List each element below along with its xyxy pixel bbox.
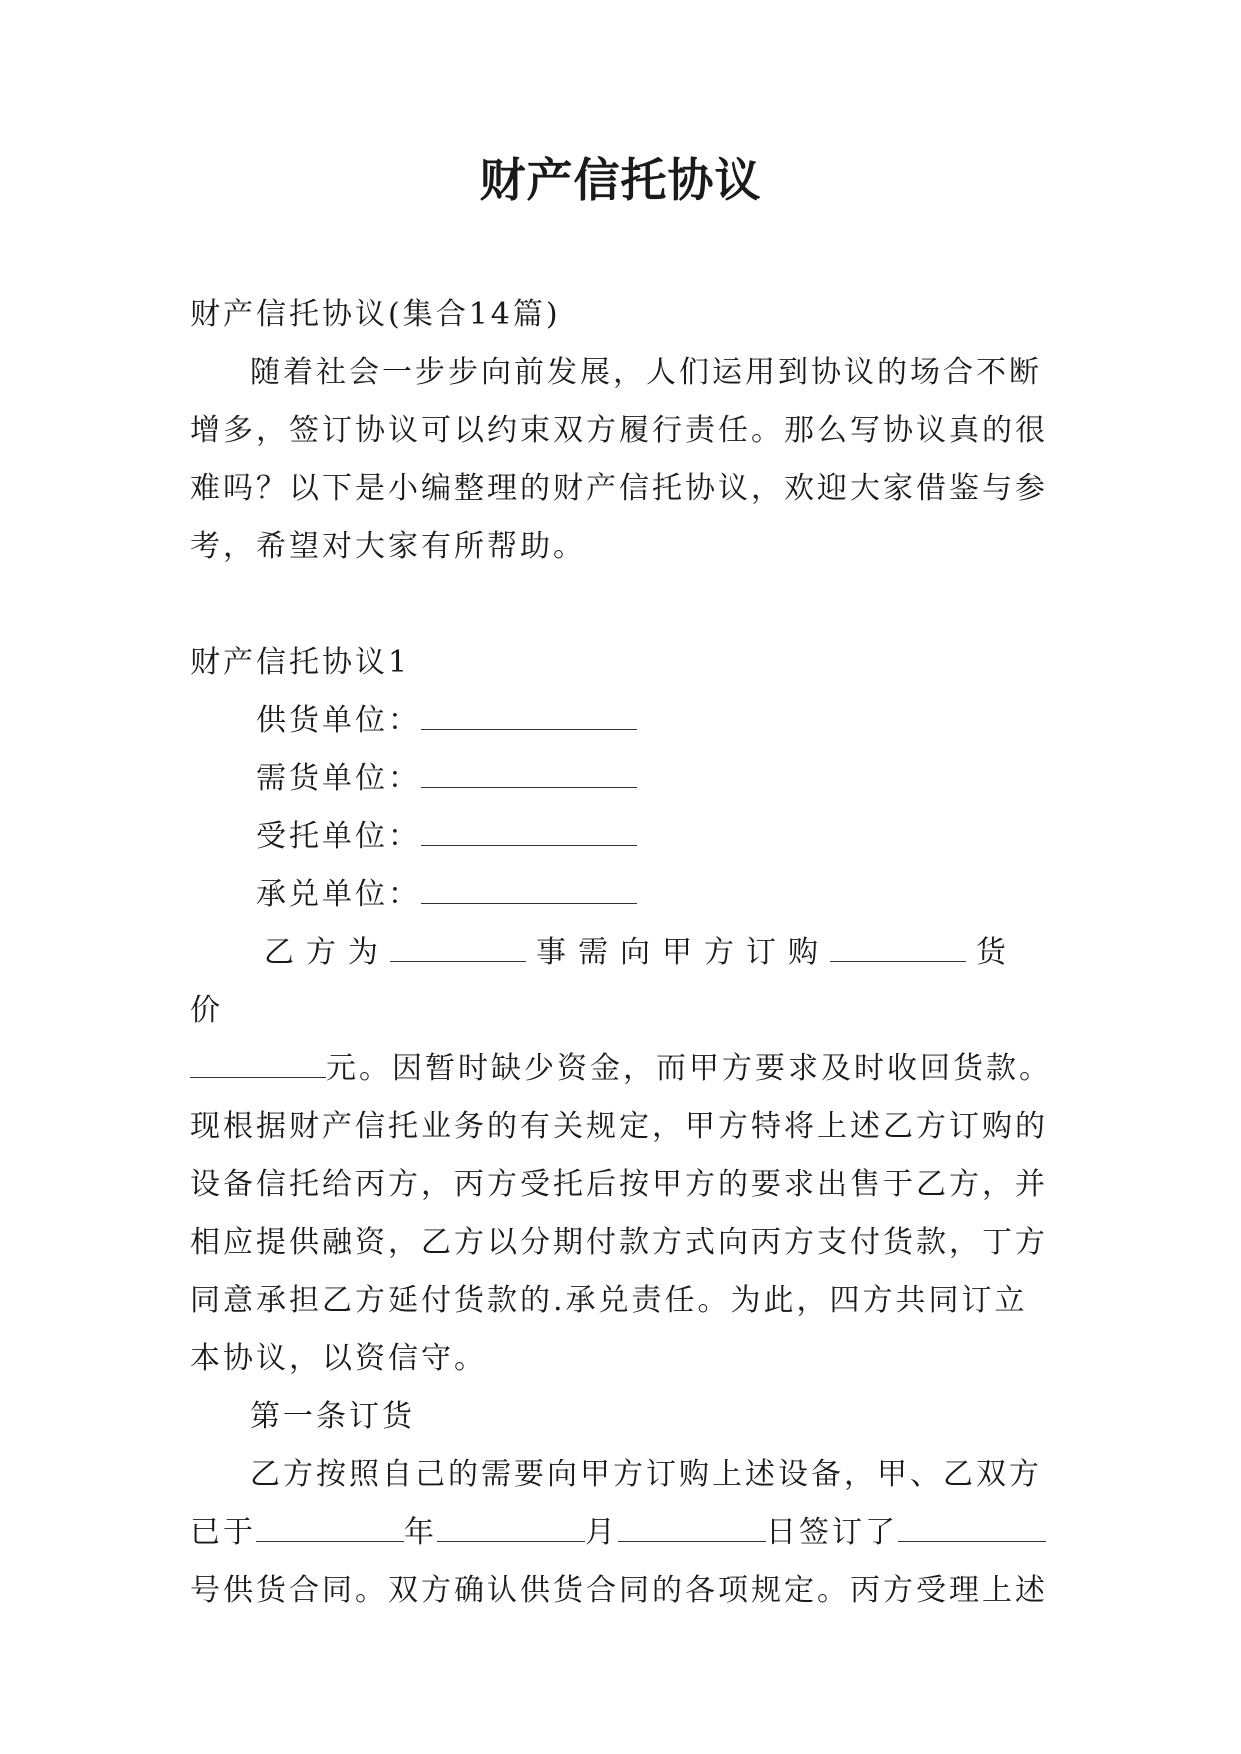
contract-number-blank xyxy=(898,1511,1046,1542)
para1-blank-1 xyxy=(390,931,526,962)
acceptor-label: 承兑单位： xyxy=(256,877,421,912)
document-subtitle: 财产信托协议(集合14篇) xyxy=(190,297,561,332)
acceptor-field xyxy=(190,866,1052,924)
buyer-blank xyxy=(421,757,637,788)
para2-part2: 号供货合同。双方确认供货合同的各项规定。丙方受理上述 xyxy=(190,1573,1048,1608)
document-title: 财产信托协议 xyxy=(479,153,762,207)
para1-part3: 货价 xyxy=(190,935,1018,1028)
para1-part2: 事需向甲方订购 xyxy=(536,935,830,970)
paragraph-1 xyxy=(190,924,1052,1388)
supplier-label: 供货单位： xyxy=(256,703,421,738)
acceptor-blank xyxy=(421,873,637,904)
trustee-blank xyxy=(421,815,637,846)
trustee-label: 受托单位： xyxy=(256,819,421,854)
para1-part1: 乙方为 xyxy=(264,935,390,970)
day-blank xyxy=(618,1511,766,1542)
trustee-field xyxy=(190,808,1052,866)
para1-blank-2 xyxy=(830,931,966,962)
buyer-field xyxy=(190,750,1052,808)
para1-blank-3 xyxy=(190,1047,326,1078)
buyer-label: 需货单位： xyxy=(256,761,421,796)
para1-part4: 元。因暂时缺少资金，而甲方要求及时收回货款。现根据财产信托业务的有关规定，甲方特将上述乙方订购的设备信托给丙方，丙方受托后按甲方的要求出售于乙方，并相应提供融资，乙方以分期付款方式向丙方支付货款，丁方同意承担乙方延付货款的.承兑责任。为此，四方共同订立本协议，以资信守。 xyxy=(190,1051,1052,1376)
supplier-field xyxy=(190,692,1052,750)
year-label: 年 xyxy=(404,1515,437,1550)
paragraph-2 xyxy=(190,1446,1052,1620)
article-1-heading: 第一条订货 xyxy=(250,1399,415,1434)
section-heading: 财产信托协议1 xyxy=(190,645,411,680)
document-body xyxy=(190,286,1052,1620)
month-blank xyxy=(437,1511,585,1542)
spacer xyxy=(190,576,1052,634)
intro-paragraph: 随着社会一步步向前发展，人们运用到协议的场合不断增多，签订协议可以约束双方履行责任。那么写协议真的很难吗？以下是小编整理的财产信托协议，欢迎大家借鉴与参考，希望对大家有所帮助。 xyxy=(190,355,1048,564)
year-blank xyxy=(256,1511,404,1542)
day-label: 日签订了 xyxy=(766,1515,898,1550)
month-label: 月 xyxy=(585,1515,618,1550)
supplier-blank xyxy=(421,699,637,730)
para2-part1: 乙方按照自己的需要向甲方订购上述设备，甲、乙双方已于 xyxy=(190,1457,1042,1550)
